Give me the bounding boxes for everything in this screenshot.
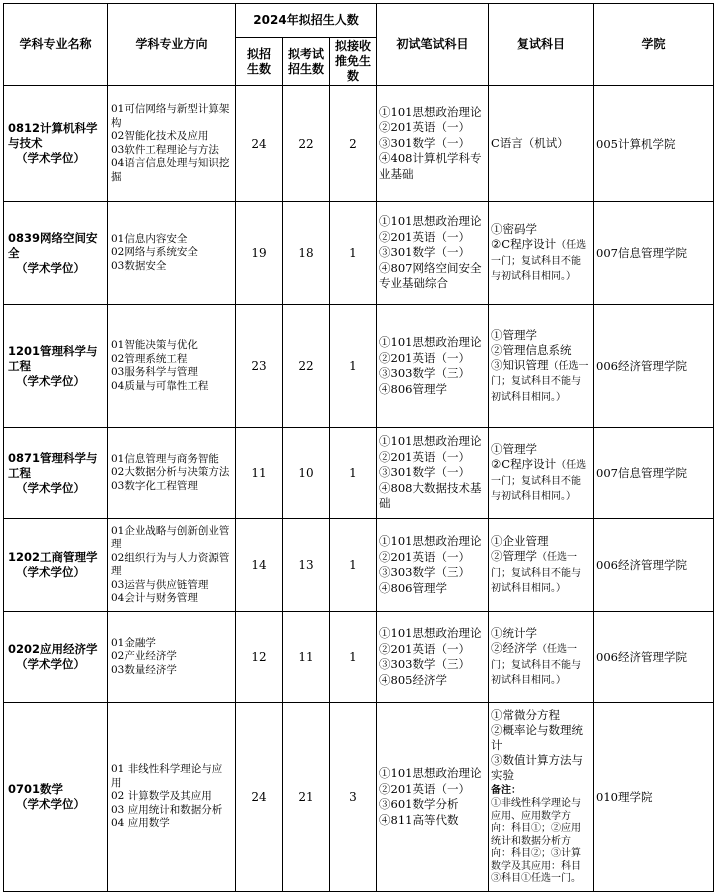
direction-item: 03 应用统计和数据分析: [111, 803, 223, 816]
prelim-subjects: [377, 612, 489, 703]
school-name: 007信息管理学院: [594, 428, 714, 519]
retest-subject: C语言（机试）: [491, 136, 569, 150]
direction-item: 02大数据分析与决策方法: [111, 466, 230, 479]
prelim-subjects: [377, 86, 489, 202]
direction-cell: [108, 202, 236, 305]
retest-note-label: 备注：: [491, 785, 521, 797]
exempt-count: 2: [330, 86, 377, 202]
direction-cell: [108, 305, 236, 428]
prelim-subject: ④807网络空间安全专业基础综合: [379, 260, 482, 291]
table-row: [4, 86, 714, 202]
major-cell: [4, 86, 108, 202]
prelim-subject: ③303数学（三）: [379, 366, 470, 380]
planned-count: 11: [236, 428, 283, 519]
major-code-name: 0871管理科学与工程: [8, 450, 98, 480]
retest-subject: ①企业管理: [491, 534, 549, 549]
degree-type: （学术学位）: [16, 565, 85, 579]
planned-count: 19: [236, 202, 283, 305]
major-code-name: 0812计算机科学与技术: [8, 121, 98, 150]
prelim-subject: ①101思想政治理论: [379, 335, 482, 349]
prelim-subject: ①101思想政治理论: [379, 534, 482, 548]
prelim-subject: ①101思想政治理论: [379, 766, 482, 780]
exam-admit-count: 10: [283, 428, 330, 519]
retest-subject: ②管理学（任选一门；复试科目不能与初试科目相同。）: [491, 549, 581, 595]
prelim-subject: ①101思想政治理论: [379, 214, 482, 229]
exam-admit-count: 22: [283, 305, 330, 428]
retest-subjects: [489, 612, 594, 703]
direction-cell: [108, 703, 236, 892]
direction-cell: [108, 519, 236, 612]
prelim-subject: ④408计算机学科专业基础: [379, 151, 482, 181]
table-row: [4, 519, 714, 612]
planned-count: 14: [236, 519, 283, 612]
prelim-subject: ④806管理学: [379, 381, 447, 396]
prelim-subject: ④806管理学: [379, 580, 447, 595]
degree-type: （学术学位）: [16, 480, 85, 495]
major-code-name: 1201管理科学与工程: [8, 343, 98, 373]
degree-type: （学术学位）: [16, 260, 85, 275]
retest-subject: ②C程序设计（任选一门；复试科目不能与初试科目相同。）: [491, 237, 587, 283]
major-code-name: 1202工商管理学: [8, 550, 98, 564]
direction-item: 03服务科学与管理: [111, 366, 198, 378]
prelim-subjects: [377, 305, 489, 428]
prelim-subject: ①101思想政治理论: [379, 626, 482, 640]
direction-item: 01信息内容安全: [111, 232, 188, 245]
prelim-subject: ③303数学（三）: [379, 657, 470, 671]
exam-admit-count: 21: [283, 703, 330, 892]
direction-cell: [108, 428, 236, 519]
direction-cell: [108, 86, 236, 202]
header-exempt: 拟接收推免生数: [330, 38, 377, 86]
exam-admit-count: 18: [283, 202, 330, 305]
admissions-table: [3, 3, 714, 892]
major-code-name: 0202应用经济学: [8, 642, 98, 656]
major-cell: [4, 612, 108, 703]
prelim-subject: ②201英语（一）: [379, 449, 470, 464]
major-code-name: 0701数学: [8, 782, 64, 796]
prelim-subject: ①101思想政治理论: [379, 104, 482, 119]
retest-subject: ②管理信息系统: [491, 342, 572, 357]
retest-subject: ①常微分方程: [491, 708, 560, 723]
planned-count: 24: [236, 86, 283, 202]
retest-subject: ②概率论与数理统计: [491, 723, 583, 753]
direction-item: 01 非线性科学理论与应用: [111, 763, 223, 789]
exam-admit-count: 13: [283, 519, 330, 612]
retest-subject: ③数值计算方法与实验: [491, 753, 583, 783]
prelim-subject: ②201英语（一）: [379, 641, 470, 656]
exempt-count: 1: [330, 428, 377, 519]
retest-subject: ①管理学: [491, 442, 537, 457]
exempt-count: 1: [330, 612, 377, 703]
direction-item: 04会计与财务管理: [111, 592, 198, 604]
direction-item: 01可信网络与新型计算架构: [111, 103, 230, 129]
retest-subject: ①管理学: [491, 327, 537, 342]
degree-type: （学术学位）: [16, 373, 85, 388]
direction-item: 02管理系统工程: [111, 352, 188, 365]
header-prelim: 初试笔试科目: [377, 4, 489, 86]
retest-subjects: [489, 305, 594, 428]
table-row: [4, 305, 714, 428]
table-row: [4, 428, 714, 519]
direction-item: 02智能化技术及应用: [111, 130, 209, 142]
school-name: 006经济管理学院: [594, 612, 714, 703]
major-cell: [4, 703, 108, 892]
prelim-subject: ④811高等代数: [379, 812, 459, 827]
direction-cell: [108, 612, 236, 703]
school-name: 005计算机学院: [594, 86, 714, 202]
prelim-subject: ③301数学（一）: [379, 135, 470, 150]
retest-subjects: [489, 428, 594, 519]
major-cell: [4, 428, 108, 519]
degree-type: （学术学位）: [16, 151, 85, 165]
retest-subject: ①密码学: [491, 222, 537, 237]
retest-subject: ②C程序设计（任选一门；复试科目不能与初试科目相同。）: [491, 457, 587, 503]
direction-item: 01金融学: [111, 636, 156, 649]
prelim-subject: ②201英语（一）: [379, 229, 470, 244]
exam-admit-count: 11: [283, 612, 330, 703]
retest-subject: ③知识管理（任选一门；复试科目不能与初试科目相同。）: [491, 357, 589, 403]
prelim-subject: ④805经济学: [379, 672, 447, 687]
table-row: [4, 612, 714, 703]
prelim-subject: ④808大数据技术基础: [379, 480, 482, 511]
direction-item: 04 应用数学: [111, 817, 170, 830]
header-plan-2024: 2024年拟招生人数: [236, 4, 377, 38]
exempt-count: 1: [330, 305, 377, 428]
prelim-subject: ③303数学（三）: [379, 565, 470, 579]
planned-count: 23: [236, 305, 283, 428]
retest-subjects: [489, 202, 594, 305]
header-exam-admit: 拟考试招生数: [283, 38, 330, 86]
direction-item: 02产业经济学: [111, 650, 177, 663]
exam-admit-count: 22: [283, 86, 330, 202]
retest-subjects: [489, 703, 594, 892]
exempt-count: 1: [330, 519, 377, 612]
school-name: 006经济管理学院: [594, 519, 714, 612]
direction-item: 03数量经济学: [111, 663, 177, 676]
header-planned: 拟招生数: [236, 38, 283, 86]
retest-note: ①非线性科学理论与应用、应用数学方向：科目①；②应用统计和数据分析方向：科目②；③计算数学及其应用：科目③科目①任选一门。: [491, 798, 581, 885]
prelim-subject: ②201英语（一）: [379, 781, 470, 796]
direction-item: 01信息管理与商务智能: [111, 452, 219, 465]
exempt-count: 1: [330, 202, 377, 305]
prelim-subjects: [377, 703, 489, 892]
direction-item: 02 计算数学及其应用: [111, 790, 212, 803]
major-cell: [4, 305, 108, 428]
major-code-name: 0839网络空间安全: [8, 230, 98, 260]
direction-item: 02组织行为与人力资源管理: [111, 551, 230, 577]
degree-type: （学术学位）: [16, 797, 85, 811]
direction-item: 03数字化工程管理: [111, 479, 198, 492]
direction-item: 04语言信息处理与知识挖掘: [111, 157, 230, 183]
prelim-subjects: [377, 519, 489, 612]
planned-count: 12: [236, 612, 283, 703]
header-direction: 学科专业方向: [108, 4, 236, 86]
major-cell: [4, 519, 108, 612]
prelim-subject: ③301数学（一）: [379, 245, 470, 260]
direction-item: 01智能决策与优化: [111, 339, 198, 351]
retest-subjects: [489, 86, 594, 202]
planned-count: 24: [236, 703, 283, 892]
table-row: [4, 202, 714, 305]
direction-item: 03运营与供应链管理: [111, 578, 209, 591]
header-retest: 复试科目: [489, 4, 594, 86]
direction-item: 03数据安全: [111, 259, 167, 272]
retest-subject: ②经济学（任选一门；复试科目不能与初试科目相同。）: [491, 641, 581, 687]
major-cell: [4, 202, 108, 305]
prelim-subjects: [377, 202, 489, 305]
degree-type: （学术学位）: [16, 657, 85, 671]
prelim-subject: ②201英语（一）: [379, 350, 470, 365]
school-name: 007信息管理学院: [594, 202, 714, 305]
retest-subjects: [489, 519, 594, 612]
prelim-subject: ①101思想政治理论: [379, 434, 482, 449]
prelim-subject: ③301数学（一）: [379, 465, 470, 480]
retest-subject: ①统计学: [491, 626, 537, 641]
direction-item: 03软件工程理论与方法: [111, 143, 219, 156]
direction-item: 01企业战略与创新创业管理: [111, 524, 230, 550]
exempt-count: 3: [330, 703, 377, 892]
school-name: 010理学院: [594, 703, 714, 892]
prelim-subject: ②201英语（一）: [379, 120, 470, 135]
direction-item: 02网络与系统安全: [111, 246, 198, 259]
table-row: [4, 703, 714, 892]
header-major-name: 学科专业名称: [4, 4, 108, 86]
prelim-subject: ③601数学分析: [379, 797, 459, 811]
direction-item: 04质量与可靠性工程: [111, 379, 209, 392]
school-name: 006经济管理学院: [594, 305, 714, 428]
header-school: 学院: [594, 4, 714, 86]
prelim-subjects: [377, 428, 489, 519]
prelim-subject: ②201英语（一）: [379, 549, 470, 564]
